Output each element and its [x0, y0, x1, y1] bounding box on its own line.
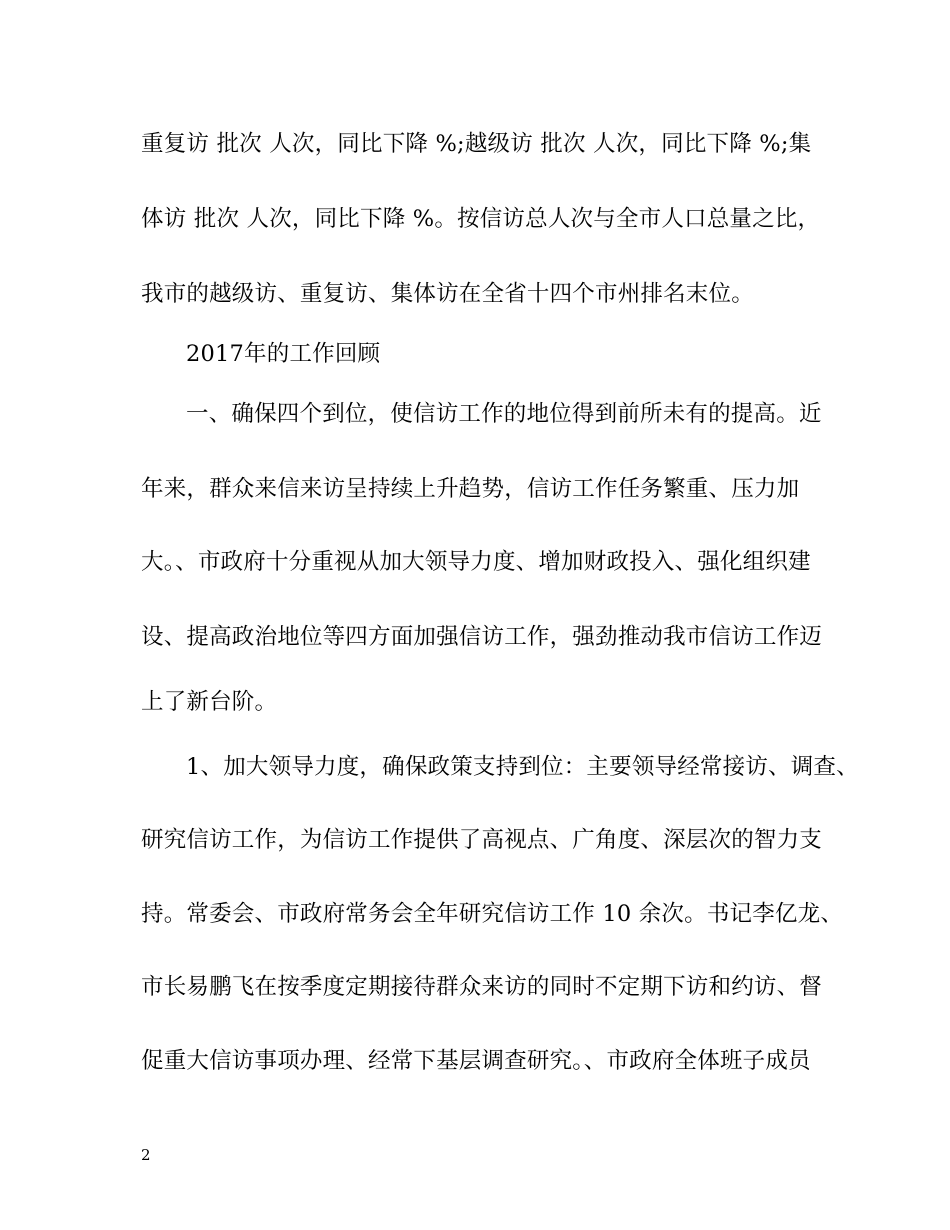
text-line-3: 我市的越级访、重复访、集体访在全省十四个市州排名末位。 [141, 281, 754, 307]
text-line-7: 大。、市政府十分重视从加大领导力度、增加财政投入、强化组织建 [141, 549, 811, 575]
text-line-5: 一、确保四个到位，使信访工作的地位得到前所未有的提高。近 [186, 401, 822, 427]
text-line-14: 促重大信访事项办理、经常下基层调查研究。、市政府全体班子成员 [141, 1048, 811, 1074]
text-line-2: 体访 批次 人次，同比下降 %。按信访总人次与全市人口总量之比， [141, 206, 821, 232]
text-line-10: 1、加大领导力度，确保政策支持到位：主要领导经常接访、调查、 [186, 754, 859, 780]
section-heading: 2017年的工作回顾 [186, 341, 381, 367]
text-line-8: 设、提高政治地位等四方面加强信访工作，强劲推动我市信访工作迈 [141, 624, 823, 650]
text-line-13: 市长易鹏飞在按季度定期接待群众来访的同时不定期下访和约访、督 [141, 974, 823, 1000]
text-line-1: 重复访 批次 人次，同比下降 %;越级访 批次 人次，同比下降 %;集 [141, 131, 812, 157]
text-line-12: 持。常委会、市政府常务会全年研究信访工作 10 余次。书记李亿龙、 [141, 901, 844, 927]
text-line-11: 研究信访工作，为信访工作提供了高视点、广角度、深层次的智力支 [141, 827, 823, 853]
page-number: 2 [141, 1146, 151, 1164]
text-line-9: 上了新台阶。 [141, 689, 278, 715]
text-line-6: 年来，群众来信来访呈持续上升趋势，信访工作任务繁重、压力加 [141, 476, 800, 502]
